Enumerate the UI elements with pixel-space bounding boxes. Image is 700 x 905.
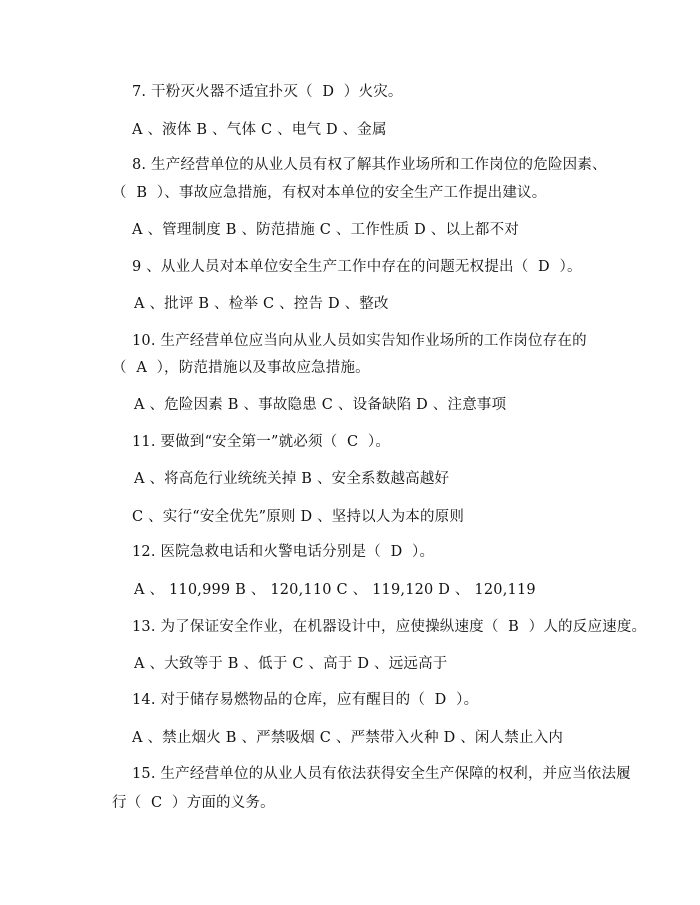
question-7: 7. 干粉灭火器不适宜扑灭（ D ）火灾。 <box>132 84 403 100</box>
options-12: A 、 110,999 B 、 120,110 C 、 119,120 D 、 120,119 <box>134 582 536 598</box>
options-13: A 、大致等于 B 、低于 C 、高于 D 、远远高于 <box>134 656 448 672</box>
options-14: A 、禁止烟火 B 、严禁吸烟 C 、严禁带入火种 D 、闲人禁止入内 <box>132 730 564 746</box>
question-13: 13. 为了保证安全作业，在机器设计中，应使操纵速度（ B ）人的反应速度。 <box>132 619 647 635</box>
options-8: A 、管理制度 B 、防范措施 C 、工作性质 D 、以上都不对 <box>132 222 520 238</box>
question-10-continued: （ A ），防范措施以及事故应急措施。 <box>112 360 370 376</box>
question-9: 9 、从业人员对本单位安全生产工作中存在的问题无权提出（ D ）。 <box>132 259 582 275</box>
options-11-ab: A 、将高危行业统统关掉 B 、安全系数越高越好 <box>134 471 450 487</box>
question-14: 14. 对于储存易燃物品的仓库，应有醒目的（ D ）。 <box>132 692 479 708</box>
options-7: A 、液体 B 、气体 C 、电气 D 、金属 <box>132 122 387 138</box>
question-15: 15. 生产经营单位的从业人员有依法获得安全生产保障的权利，并应当依法履 <box>132 766 631 782</box>
question-11: 11. 要做到“安全第一”就必须（ C ）。 <box>132 434 391 450</box>
question-8: 8. 生产经营单位的从业人员有权了解其作业场所和工作岗位的危险因素、 <box>132 157 607 173</box>
question-10: 10. 生产经营单位应当向从业人员如实告知作业场所的工作岗位存在的 <box>132 333 587 349</box>
question-8-continued: （ B ）、事故应急措施，有权对本单位的安全生产工作提出建议。 <box>112 185 547 201</box>
options-9: A 、批评 B 、检举 C 、控告 D 、整改 <box>134 296 389 312</box>
options-11-cd: C 、实行“安全优先”原则 D 、坚持以人为本的原则 <box>132 509 465 525</box>
options-10: A 、危险因素 B 、事故隐患 C 、设备缺陷 D 、注意事项 <box>134 397 507 413</box>
question-15-continued: 行（ C ）方面的义务。 <box>112 795 275 811</box>
question-12: 12. 医院急救电话和火警电话分别是（ D ）。 <box>132 544 435 560</box>
